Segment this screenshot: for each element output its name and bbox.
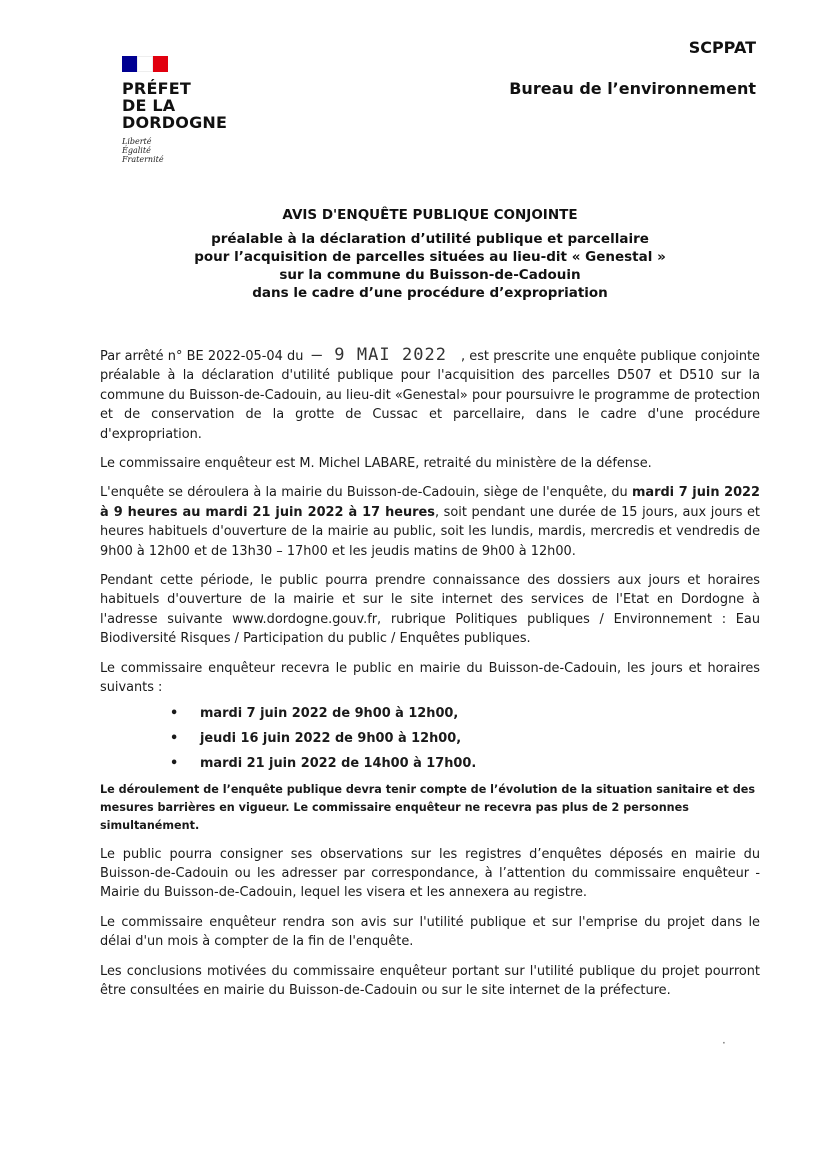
dates-bold: mardi 7 juin 2022 à 9 heures au mardi 21 juin 2022 à 17 heures	[100, 485, 761, 520]
dates-text-rest: , soit pendant une durée de 15 jours, aux jours et heures habituels d'ouverture de la mairie au public, soit les lundis, mardis, mercredis et vendredis de 9h00 à 12h00 et de 13h30 – 17h00 et les jeudis matins de 9h00 à 12h00.	[100, 504, 760, 559]
flag-blue	[122, 56, 137, 72]
prefecture-logo	[122, 56, 262, 164]
marianne-flag-icon	[122, 56, 168, 72]
subtitle-line-3: sur la commune du Buisson-de-Cadouin	[279, 267, 581, 283]
arrete-text: Par arrêté n° BE 2022-05-04 du	[100, 349, 304, 364]
dates-text: L'enquête se déroulera à la mairie du Buisson-de-Cadouin, siège de l'enquête, du	[100, 485, 628, 501]
list-item: • jeudi 16 juin 2022 de 9h00 à 12h00,	[170, 729, 760, 748]
subtitle-line-4: dans le cadre d’une procédure d’expropriation	[252, 285, 608, 301]
list-item: • mardi 7 juin 2022 de 9h00 à 12h00,	[170, 704, 760, 723]
paragraph-commissaire: Le commissaire enquêteur est M. Michel LABARE, retraité du ministère de la défense.	[100, 456, 652, 472]
scan-dot: ·	[722, 1036, 726, 1050]
notice-body	[100, 346, 760, 1010]
logo-line-1: PRÉFET	[122, 79, 191, 98]
flag-red	[153, 56, 168, 72]
logo-line-2: DE LA	[122, 96, 176, 115]
service-header	[509, 38, 756, 98]
motto	[122, 137, 262, 164]
subtitle-line-2: pour l’acquisition de parcelles situées au lieu-dit « Genestal »	[194, 249, 666, 265]
paragraph-conclusions: Les conclusions motivées du commissaire enquêteur portant sur l'utilité publique du projet pourront être consultées en mairie du Buisson-de-Cadouin ou sur le site internet de la préfecture.	[100, 963, 760, 998]
bureau-name: Bureau de l’environnement	[509, 79, 756, 98]
subtitle	[100, 230, 760, 302]
flag-white	[137, 56, 152, 72]
service-code: SCPPAT	[688, 38, 756, 57]
list-item: • mardi 21 juin 2022 de 14h00 à 17h00.	[170, 754, 760, 773]
subtitle-line-1: préalable à la déclaration d’utilité publique et parcellaire	[211, 231, 649, 247]
paragraph-permanences: Le commissaire enquêteur recevra le public en mairie du Buisson-de-Cadouin, les jours et horaires suivants :	[100, 660, 760, 696]
notice-title-block	[100, 206, 760, 302]
main-title: AVIS D'ENQUÊTE PUBLIQUE CONJOINTE	[282, 207, 578, 223]
sanitary-notice: Le déroulement de l’enquête publique devra tenir compte de l’évolution de la situation sanitaire et des mesures barrières en vigueur. Le commissaire enquêteur ne recevra pas plus de 2 personnes simultanément.	[100, 782, 756, 832]
arrete-text-rest: , est prescrite une enquête publique conjointe préalable à la déclaration d'utilité publique pour l'acquisition des parcelles D507 et D510 sur la commune du Buisson-de-Cadouin, au lieu-dit «Genestal» pour poursuivre le programme de protection et de conservation de la grotte de Cussac et parcellaire, dans le cadre d'une procédure d'expropriation.	[100, 349, 760, 442]
sessions-list	[100, 704, 760, 773]
paragraph-dates	[100, 483, 760, 561]
paragraph-consultation: Pendant cette période, le public pourra prendre connaissance des dossiers aux jours et horaires habituels d'ouverture de la mairie et sur le site internet des services de l'Etat en Dordogne à l'adresse suivante www.dordogne.gouv.fr, rubrique Politiques publiques / Environnement : Eau Biodiversité Risques / Participation du public / Enquêtes publiques.	[100, 573, 760, 647]
paragraph-avis: Le commissaire enquêteur rendra son avis sur l'utilité publique et sur l'emprise du projet dans le délai d'un mois à compter de la fin de l'enquête.	[100, 914, 760, 950]
paragraph-arrete	[100, 346, 760, 444]
logo-line-3: DORDOGNE	[122, 113, 228, 132]
motto-egalite: Égalité	[122, 146, 151, 155]
paragraph-observations: Le public pourra consigner ses observations sur les registres d’enquêtes déposés en mairie du Buisson-de-Cadouin ou les adresser par correspondance, à l’attention du commissaire enquêteur - Mairie du Buisson-de-Cadouin, lequel les visera et les annexera au registre.	[100, 846, 760, 901]
motto-liberte: Liberté	[122, 137, 152, 146]
motto-fraternite: Fraternité	[122, 155, 164, 164]
date-stamp: – 9 MAI 2022	[311, 345, 447, 365]
